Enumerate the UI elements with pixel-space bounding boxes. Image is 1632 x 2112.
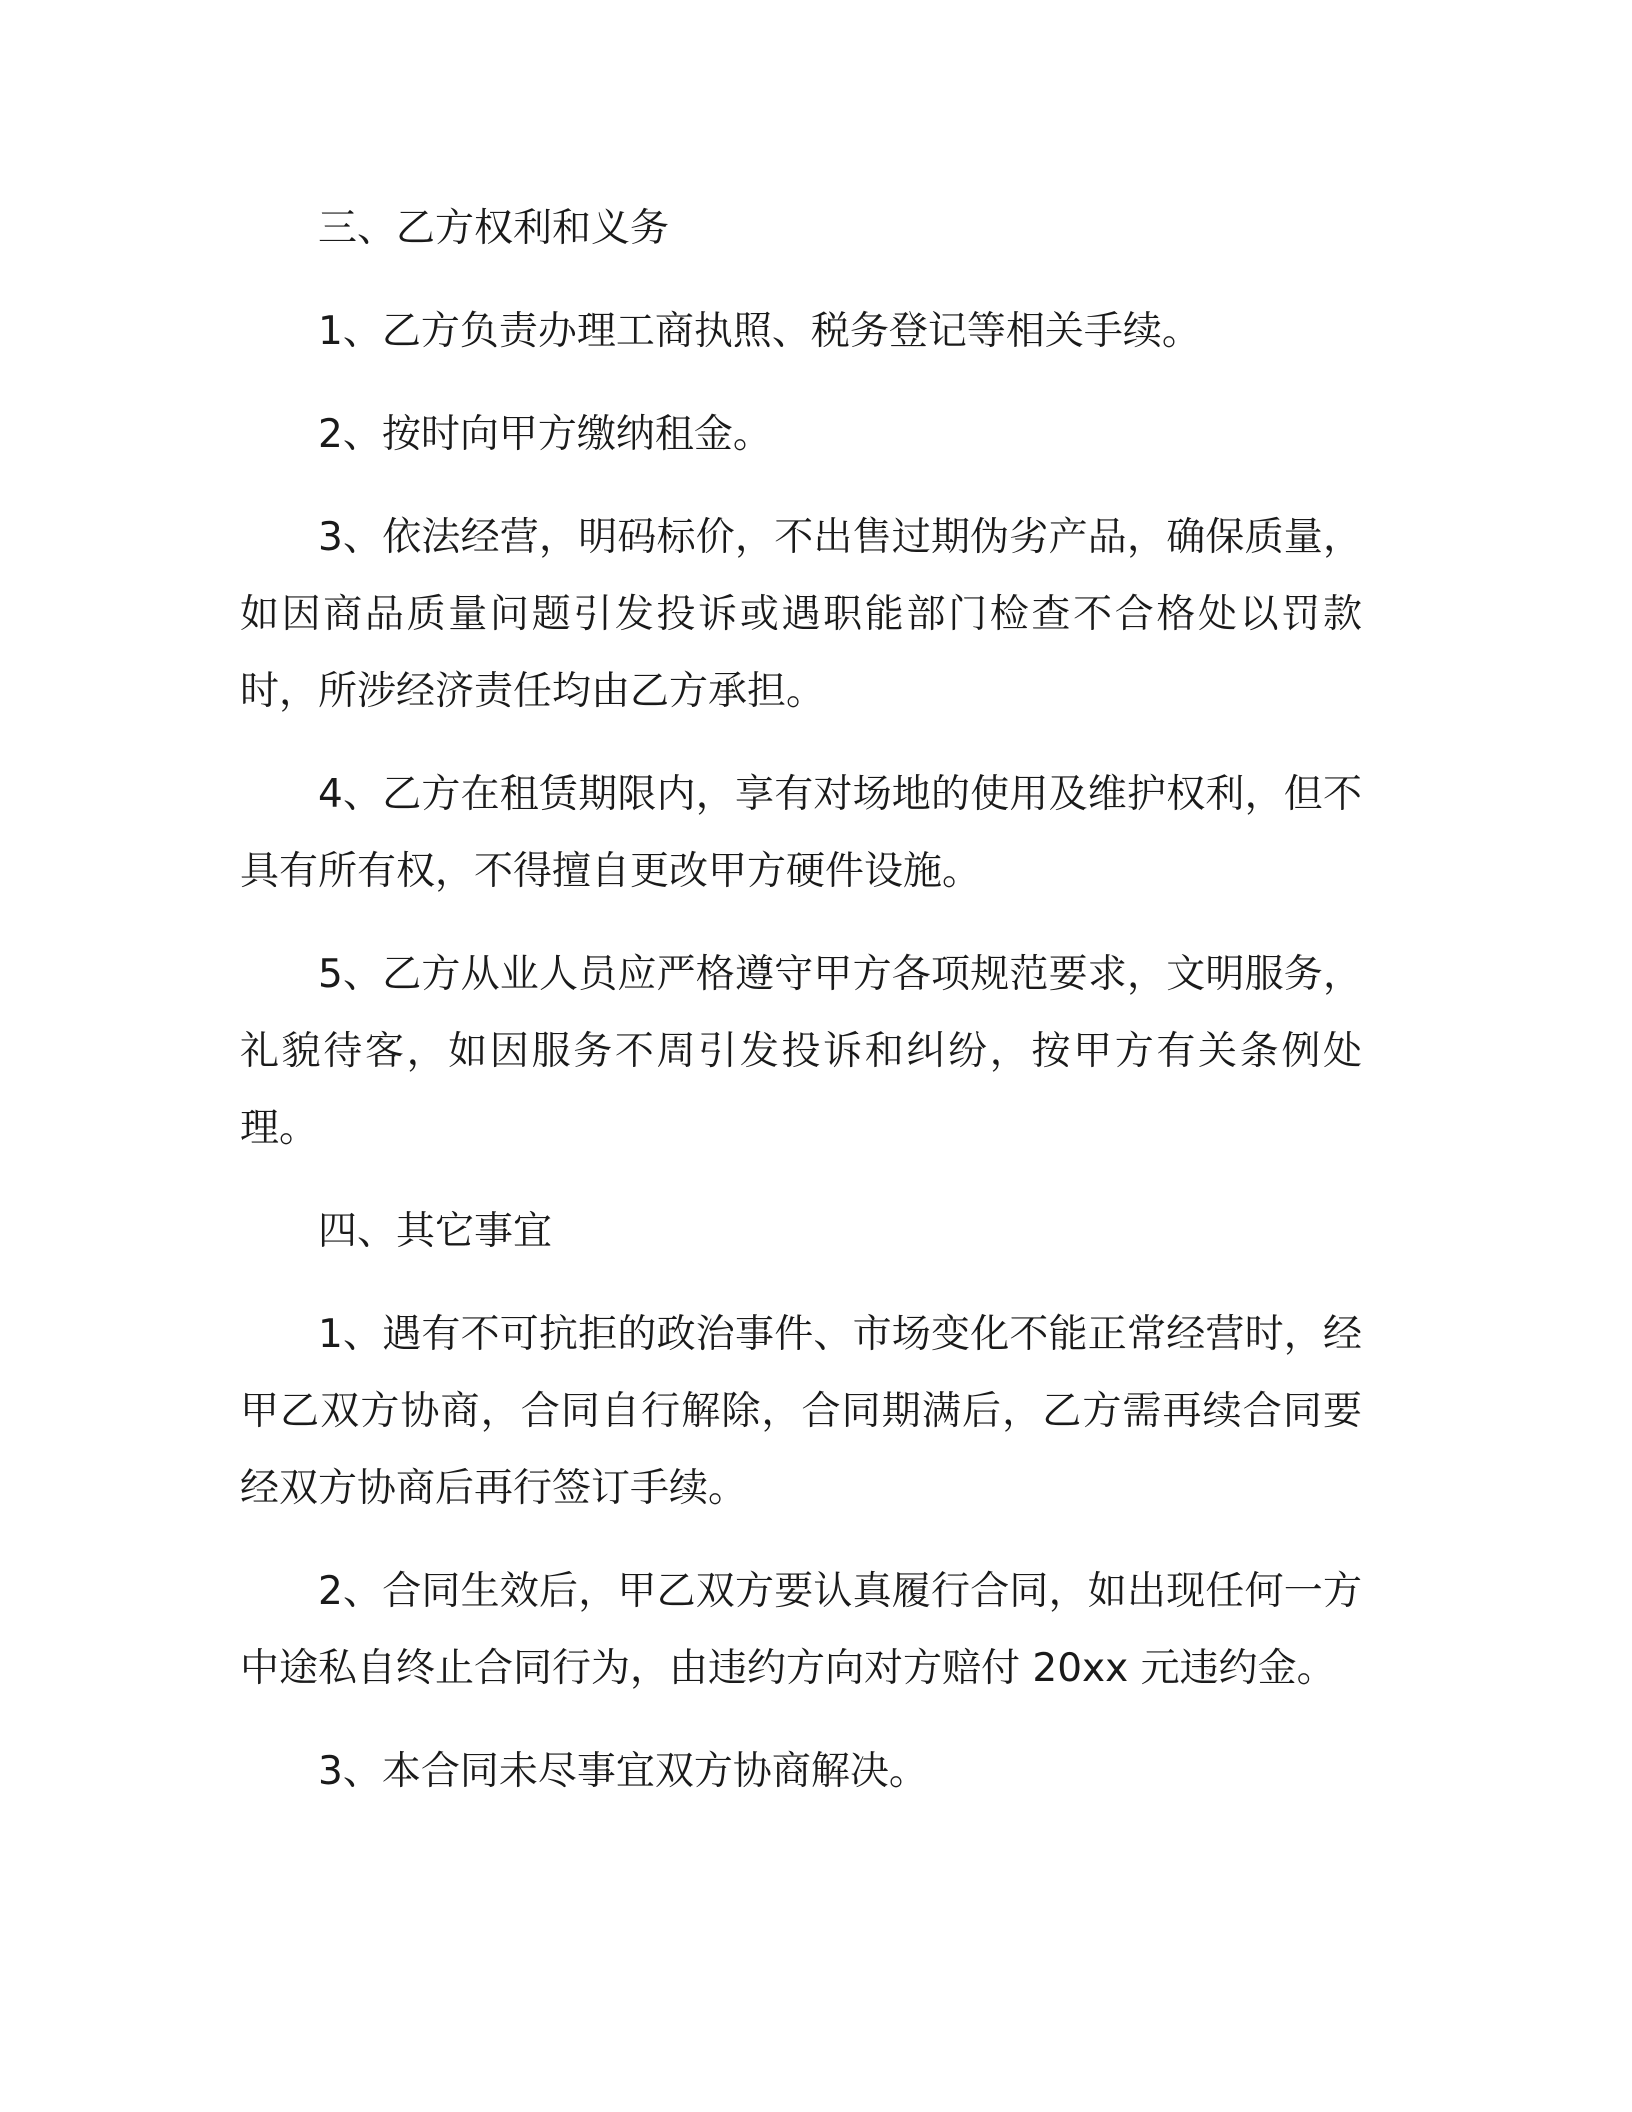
clause-paragraph: 3、本合同未尽事宜双方协商解决。 <box>318 1749 928 1794</box>
clause-paragraph: 3、依法经营，明码标价，不出售过期伪劣产品，确保质量，如因商品质量问题引发投诉或遇职能部门检查不合格处以罚款时，所涉经济责任均由乙方承担。 <box>240 515 1362 714</box>
clause-paragraph: 1、遇有不可抗拒的政治事件、市场变化不能正常经营时，经甲乙双方协商，合同自行解除，合同期满后，乙方需再续合同要经双方协商后再行签订手续。 <box>240 1312 1362 1511</box>
section-heading: 四、其它事宜 <box>318 1209 553 1254</box>
clause-paragraph: 2、按时向甲方缴纳租金。 <box>318 412 772 457</box>
clause-paragraph: 5、乙方从业人员应严格遵守甲方各项规范要求，文明服务，礼貌待客，如因服务不周引发投诉和纠纷，按甲方有关条例处理。 <box>240 952 1362 1151</box>
clause-paragraph: 1、乙方负责办理工商执照、税务登记等相关手续。 <box>318 309 1201 354</box>
clause-paragraph: 4、乙方在租赁期限内，享有对场地的使用及维护权利，但不具有所有权，不得擅自更改甲方硬件设施。 <box>240 772 1362 894</box>
clause-paragraph: 2、合同生效后，甲乙双方要认真履行合同，如出现任何一方中途私自终止合同行为，由违约方向对方赔付 20xx 元违约金。 <box>240 1569 1362 1691</box>
section-heading: 三、乙方权利和义务 <box>318 206 670 251</box>
document-page <box>240 190 1362 1836</box>
